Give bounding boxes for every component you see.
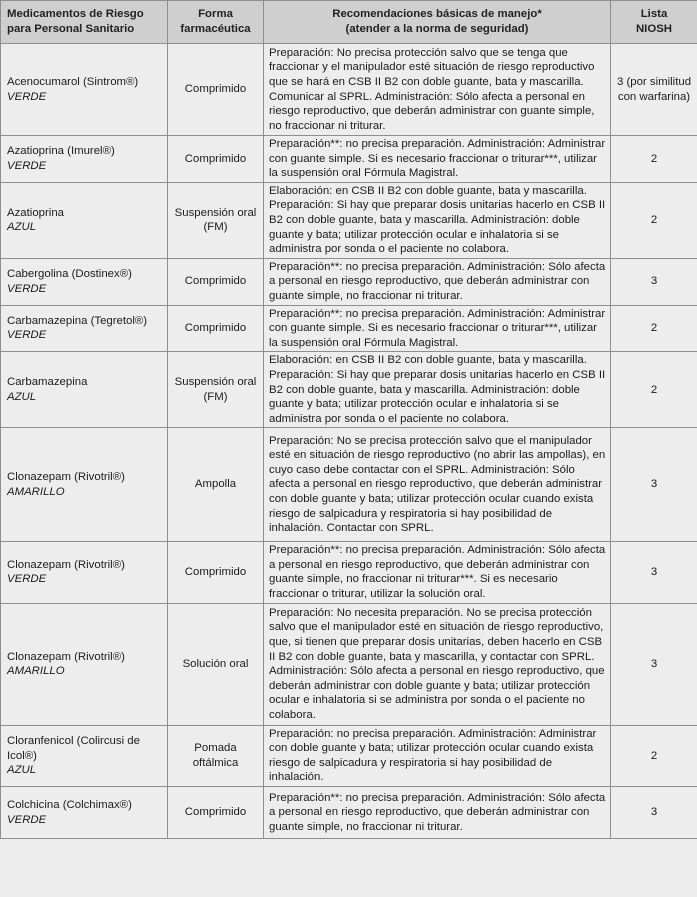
handling-recommendations: Preparación: No se precisa protección salvo que el manipulador esté en situación de riesgo reproductivo (no abrir las ampollas), en cuyo caso debe contactar con el SPRL. Administración: Sólo afecta a personal en riesgo reproductivo, que deberán administrar con doble guante y bata; utilizar protección ocular cuando exista riesgo de salpicadura y respiratoria si hay posibilidad de inhalación. Contactar con SPRL.: [264, 428, 611, 542]
medication-name: Azatioprina: [7, 206, 64, 219]
medication-cell: [1, 542, 168, 603]
medication-name: Cloranfenicol (Colircusi de Icol®): [7, 734, 140, 762]
handling-recommendations: Preparación**: no precisa preparación. Administración: Administrar con guante simple. Si es necesario fraccionar o triturar***, utilizar la suspensión oral Fórmula Magistral.: [264, 305, 611, 352]
medication-cell: [1, 428, 168, 542]
pharmaceutical-form: Comprimido: [168, 542, 264, 603]
niosh-list: 3: [611, 428, 697, 542]
medication-name: Carbamazepina: [7, 376, 88, 389]
table-row: [1, 725, 697, 786]
header-forma: Forma farmacéutica: [168, 1, 264, 44]
pharmaceutical-form: Suspensión oral (FM): [168, 352, 264, 428]
pharmaceutical-form: Comprimido: [168, 305, 264, 352]
color-code: AZUL: [7, 764, 37, 777]
table-row: [1, 428, 697, 542]
pharmaceutical-form: Comprimido: [168, 136, 264, 183]
color-code: VERDE: [7, 573, 47, 586]
medication-cell: [1, 352, 168, 428]
color-code: VERDE: [7, 813, 47, 826]
niosh-list: 3: [611, 542, 697, 603]
medication-name: Colchicina (Colchimax®): [7, 798, 132, 811]
table-row: [1, 787, 697, 839]
handling-recommendations: Preparación**: no precisa preparación. Administración: Sólo afecta a personal en riesgo reproductivo, que deberán administrar con guante simple, no fraccionar ni triturar.: [264, 787, 611, 839]
color-code: AZUL: [7, 390, 37, 403]
pharmaceutical-form: Comprimido: [168, 258, 264, 305]
color-code: AMARILLO: [7, 665, 65, 678]
header-lista-niosh: Lista NIOSH: [611, 1, 697, 44]
niosh-list: 2: [611, 136, 697, 183]
medication-cell: [1, 603, 168, 725]
niosh-list: 3: [611, 787, 697, 839]
niosh-list: 2: [611, 352, 697, 428]
medication-cell: [1, 182, 168, 258]
table-header-row: [1, 1, 697, 44]
table-row: [1, 136, 697, 183]
medication-name: Azatioprina (Imurel®): [7, 145, 115, 158]
handling-recommendations: Preparación**: no precisa preparación. Administración: Sólo afecta a personal en riesgo reproductivo, que deberán administrar con guante simple, no fraccionar ni triturar***. Si es necesario fraccionar o triturar, utilizar la solución oral.: [264, 542, 611, 603]
table-row: [1, 258, 697, 305]
medication-name: Carbamazepina (Tegretol®): [7, 314, 148, 327]
color-code: VERDE: [7, 282, 47, 295]
table-row: [1, 603, 697, 725]
handling-recommendations: Preparación: No necesita preparación. No se precisa protección salvo que el manipulador esté en situación de riesgo reproductivo, que, si tienen que preparar dosis unitarias, deben hacerlo en CSB II B2 con doble guante, bata y mascarilla, y contactar con SPRL. Administración: Sólo afecta a personal en riesgo reproductivo, que deberán administrar con doble guante y bata; utilizar protección ocular e inhalatoria si se administra por sonda o el paciente no colabora.: [264, 603, 611, 725]
table-row: [1, 305, 697, 352]
header-recomendaciones: Recomendaciones básicas de manejo* (atender a la norma de seguridad): [264, 1, 611, 44]
medication-name: Clonazepam (Rivotril®): [7, 558, 125, 571]
color-code: AMARILLO: [7, 485, 65, 498]
medication-cell: [1, 725, 168, 786]
pharmaceutical-form: Comprimido: [168, 787, 264, 839]
medication-name: Acenocumarol (Sintrom®): [7, 75, 139, 88]
medication-cell: [1, 136, 168, 183]
table-row: [1, 44, 697, 136]
niosh-list: 2: [611, 305, 697, 352]
niosh-list: 3: [611, 603, 697, 725]
medication-cell: [1, 305, 168, 352]
pharmaceutical-form: Pomada oftálmica: [168, 725, 264, 786]
handling-recommendations: Preparación: no precisa preparación. Administración: Administrar con doble guante y bata; utilizar protección ocular cuando exista riesgo de salpicadura y respiratoria si hay posibilidad de inhalación.: [264, 725, 611, 786]
header-medicamento: Medicamentos de Riesgo para Personal Sanitario: [1, 1, 168, 44]
medication-cell: [1, 787, 168, 839]
handling-recommendations: Elaboración: en CSB II B2 con doble guante, bata y mascarilla. Preparación: Si hay que preparar dosis unitarias hacerlo en CSB II B2 con doble guante, bata y mascarilla. Administración: doble guante y bata; utilizar protección ocular e inhalatoria si se administra por sonda o el paciente no colabora.: [264, 182, 611, 258]
medication-cell: [1, 258, 168, 305]
medication-cell: [1, 44, 168, 136]
color-code: AZUL: [7, 221, 37, 234]
niosh-list: 3: [611, 258, 697, 305]
medication-name: Clonazepam (Rivotril®): [7, 650, 125, 663]
table-row: [1, 182, 697, 258]
handling-recommendations: Preparación: No precisa protección salvo que se tenga que fraccionar y el manipulador esté situación de riesgo reproductivo que se hará en CSB II B2 con doble guante, bata y mascarilla. Comunicar al SPRL. Administración: Sólo afecta a personal en riesgo reproductivo, que deberán administrar con guante simple, no fraccionar ni triturar.: [264, 44, 611, 136]
handling-recommendations: Preparación**: no precisa preparación. Administración: Administrar con guante simple. Si es necesario fraccionar o triturar***, utilizar la suspensión oral Fórmula Magistral.: [264, 136, 611, 183]
medication-name: Cabergolina (Dostinex®): [7, 268, 132, 281]
table-row: [1, 542, 697, 603]
color-code: VERDE: [7, 159, 47, 172]
niosh-list: 3 (por similitud con warfarina): [611, 44, 697, 136]
color-code: VERDE: [7, 329, 47, 342]
pharmaceutical-form: Suspensión oral (FM): [168, 182, 264, 258]
niosh-list: 2: [611, 182, 697, 258]
medication-name: Clonazepam (Rivotril®): [7, 471, 125, 484]
table-row: [1, 352, 697, 428]
color-code: VERDE: [7, 90, 47, 103]
pharmaceutical-form: Comprimido: [168, 44, 264, 136]
pharmaceutical-form: Solución oral: [168, 603, 264, 725]
handling-recommendations: Preparación**: no precisa preparación. Administración: Sólo afecta a personal en riesgo reproductivo, que deberán administrar con guante simple, no fraccionar ni triturar.: [264, 258, 611, 305]
niosh-list: 2: [611, 725, 697, 786]
handling-recommendations: Elaboración: en CSB II B2 con doble guante, bata y mascarilla. Preparación: Si hay que preparar dosis unitarias hacerlo en CSB II B2 con doble guante, bata y mascarilla. Administración: doble guante y bata; utilizar protección ocular e inhalatoria si se administra por sonda o el paciente no colabora.: [264, 352, 611, 428]
pharmaceutical-form: Ampolla: [168, 428, 264, 542]
